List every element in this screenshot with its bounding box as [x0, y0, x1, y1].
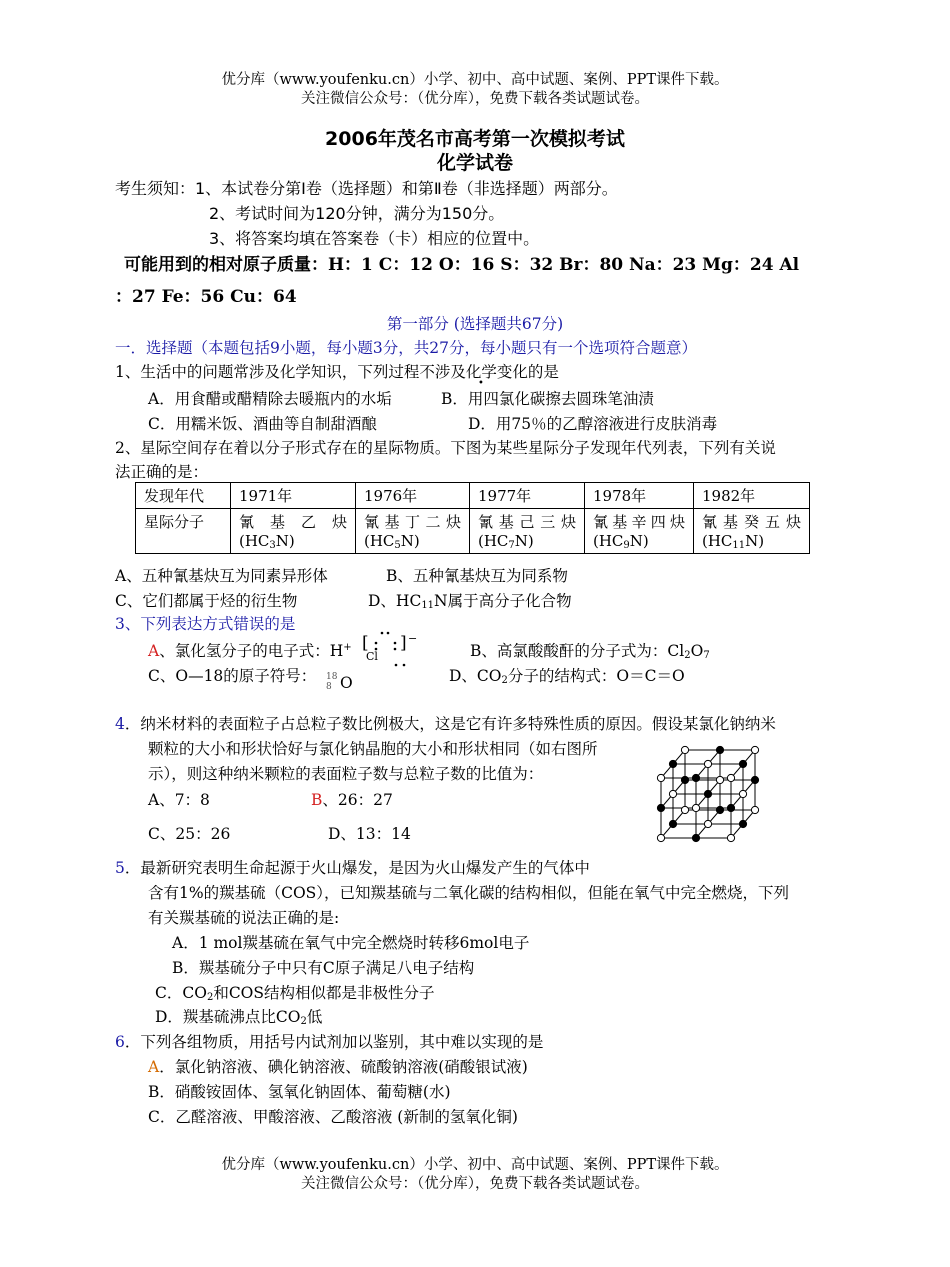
footer-line-1: 优分库（www.youfenku.cn）小学、初中、高中试题、案例、PPT课件下载。	[221, 1157, 729, 1173]
table-cell: 1978年	[585, 483, 694, 509]
q4-stem-3: 示），则这种纳米颗粒的表面粒子数与总粒子数的比值为：	[148, 765, 544, 783]
table-header-cell: 发现年代	[136, 483, 231, 509]
section-heading: 一．选择题（本题包括9小题，每小题3分，共27分，每小题只有一个选项符合题意）	[115, 339, 697, 357]
q1-option-d: D．用75％的乙醇溶液进行皮肤消毒	[468, 415, 718, 433]
footer-line-2: 关注微信公众号：（优分库），免费下载各类试题试卷。	[301, 1176, 649, 1192]
q2-option-b: B、五种氰基炔互为同系物	[386, 567, 568, 585]
q3-stem: 3、下列表达方式错误的是	[115, 615, 296, 633]
q5-option-b: B．羰基硫分子中只有C原子满足八电子结构	[172, 959, 475, 977]
q1-option-a: A．用食醋或醋精除去暖瓶内的水垢	[148, 390, 392, 408]
minus-charge: −	[408, 632, 418, 645]
note-2: 2、考试时间为120分钟，满分为150分。	[209, 204, 505, 223]
table-row	[136, 483, 810, 509]
molecule-formula: $(HC_3N)$	[239, 532, 295, 551]
molecule-formula: $(HC_5N)$	[364, 532, 420, 551]
q5-option-c: C．$CO_2$和COS结构相似都是非极性分子	[155, 984, 435, 1003]
table-cell	[694, 509, 810, 554]
table-cell: 1971年	[231, 483, 356, 509]
q6-stem: 6．下列各组物质，用括号内试剂加以鉴别，其中难以实现的是	[115, 1033, 544, 1051]
electron-dot	[387, 632, 390, 635]
table-header-cell: 星际分子	[136, 509, 231, 554]
q6-option-a: A．氯化钠溶液、碘化钠溶液、硫酸钠溶液(硝酸银试液)	[148, 1058, 528, 1076]
q5-stem-1: 5．最新研究表明生命起源于火山爆发，是因为火山爆发产生的气体中	[115, 859, 590, 877]
q1-option-c: C．用糯米饭、酒曲等自制甜酒酿	[148, 415, 377, 433]
q2-option-d: D、$HC_{11}N$属于高分子化合物	[368, 592, 572, 611]
page-subtitle: 化学试卷	[436, 152, 513, 174]
isotope-symbol: O	[340, 674, 353, 692]
electron-dot	[403, 664, 406, 667]
cl-symbol: Cl	[366, 650, 378, 663]
q3-option-c: C、O—18的原子符号：	[148, 667, 317, 685]
note-3: 3、将答案均填在答案卷（卡）相应的位置中。	[209, 229, 540, 248]
header-line-2: 关注微信公众号：（优分库），免费下载各类试题试卷。	[301, 91, 649, 107]
table-cell: 1982年	[694, 483, 810, 509]
emphasis-dot: •	[478, 378, 484, 389]
table-cell	[356, 509, 470, 554]
table-cell	[470, 509, 585, 554]
electron-dot	[381, 632, 384, 635]
molecule-name: 氰基丁二炔	[364, 513, 461, 531]
molecule-formula: $(HC_9N)$	[593, 532, 649, 551]
table-cell	[231, 509, 356, 554]
q3-option-d: D、$CO_2$分子的结构式：O＝C＝O	[449, 667, 685, 686]
q6-option-b: B．硝酸铵固体、氢氧化钠固体、葡萄糖(水)	[148, 1083, 451, 1101]
molecule-name: 氰基己三炔	[478, 513, 576, 531]
q6-option-c: C．乙醛溶液、甲酸溶液、乙酸溶液 (新制的氢氧化铜)	[148, 1108, 518, 1126]
q1-stem: 1、生活中的问题常涉及化学知识，下列过程不涉及化学变化的是	[115, 363, 559, 381]
molecule-name: 氰基乙炔	[239, 513, 347, 531]
q2-stem-1: 2、星际空间存在着以分子形式存在的星际物质。下图为某些星际分子发现年代列表，下列有关说	[115, 439, 776, 457]
q5-stem-3: 有关羰基硫的说法正确的是:	[148, 909, 340, 927]
q2-option-a: A、五种氰基炔互为同素异形体	[115, 567, 328, 585]
q2-stem-2: 法正确的是：	[115, 463, 209, 481]
molecule-formula: $(HC_{11}N)$	[702, 532, 765, 551]
q5-option-d: D．羰基硫沸点比$CO_2$低	[155, 1008, 323, 1027]
molecule-name: 氰基辛四炔	[593, 513, 685, 531]
molecule-formula: $(HC_7N)$	[478, 532, 534, 551]
nacl-crystal-lattice-figure	[655, 742, 770, 852]
electron-dot	[394, 648, 397, 651]
hcl-electron-dot-formula	[362, 628, 422, 672]
table-cell: 1977年	[470, 483, 585, 509]
q4-stem-1: 4．纳米材料的表面粒子占总粒子数比例极大，这是它有许多特殊性质的原因。假设某氯化钠纳米	[115, 715, 776, 733]
q4-option-a: A、7：8	[148, 791, 210, 809]
part1-heading: 第一部分 (选择题共67分)	[386, 315, 564, 333]
molecule-name: 氰基癸五炔	[702, 513, 801, 531]
electron-dot	[395, 664, 398, 667]
q4-option-d: D、13：14	[328, 825, 411, 843]
q4-stem-2: 颗粒的大小和形状恰好与氯化钠晶胞的大小和形状相同（如右图所	[148, 740, 598, 758]
q4-option-c: C、25：26	[148, 825, 231, 843]
q4-option-b: B、26：27	[311, 791, 393, 809]
table-cell	[585, 509, 694, 554]
page-title: 2006年茂名市高考第一次模拟考试	[325, 128, 625, 150]
bracket-left: [	[362, 633, 369, 653]
bracket-right: ]	[400, 633, 407, 653]
q5-stem-2: 含有1%的羰基硫（COS），已知羰基硫与二氧化碳的结构相似，但能在氧气中完全燃烧，下列	[148, 884, 790, 902]
q1-option-b: B．用四氯化碳擦去圆珠笔油渍	[441, 390, 654, 408]
electron-dot	[375, 642, 378, 645]
q5-option-a: A．1 mol羰基硫在氧气中完全燃烧时转移6mol电子	[172, 934, 530, 952]
table-row	[136, 509, 810, 554]
table-cell: 1976年	[356, 483, 470, 509]
isotope-numbers: 18 8	[326, 672, 338, 692]
atomic-mass-line-2: ：27 Fe：56 Cu：64	[115, 287, 297, 307]
note-1: 考生须知：1、本试卷分第Ⅰ卷（选择题）和第Ⅱ卷（非选择题）两部分。	[115, 179, 618, 198]
interstellar-molecule-table	[135, 482, 810, 554]
electron-dot	[394, 642, 397, 645]
header-line-1: 优分库（www.youfenku.cn）小学、初中、高中试题、案例、PPT课件下载。	[221, 72, 729, 88]
q3-option-b: B、高氯酸酸酐的分子式为：$Cl_2O_7$	[470, 642, 710, 661]
atomic-mass-line-1: 可能用到的相对原子质量：H：1 C：12 O：16 S：32 Br：80 Na：23 Mg：24 Al	[124, 255, 800, 275]
q2-option-c: C、它们都属于烃的衍生物	[115, 592, 298, 610]
q3-option-a: A、氯化氢分子的电子式：H+	[148, 642, 352, 660]
